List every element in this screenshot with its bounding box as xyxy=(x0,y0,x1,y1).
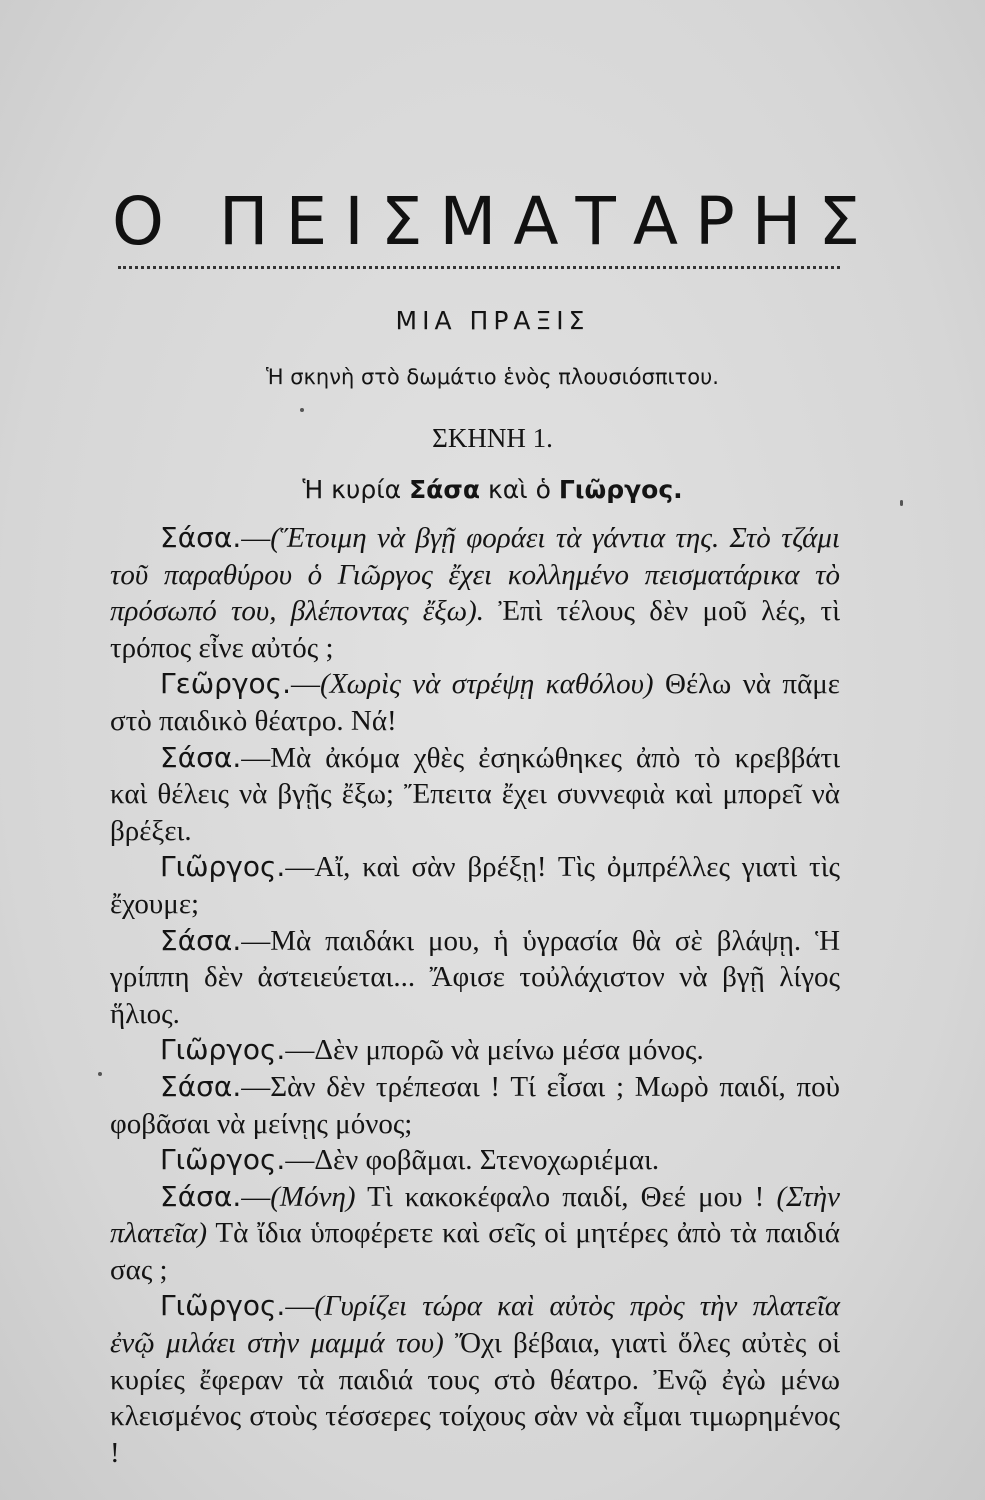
spoken-text: Ἐπὶ τέλους δὲν μοῦ λές, τὶ τρόπος εἶνε αὐτός ; xyxy=(110,595,840,664)
dialogue-line xyxy=(110,666,840,739)
dialogue-line xyxy=(110,849,840,922)
spoken-text: Δὲν μπορῶ νὰ μείνω μέσα μόνος. xyxy=(314,1034,704,1067)
stage-direction: (Μόνη) xyxy=(270,1180,356,1213)
spoken-text: Αἴ, καὶ σὰν βρέξῃ! Τὶς ὀμπρέλλες γιατὶ τὶς ἔχουμε; xyxy=(110,851,840,920)
dash: — xyxy=(241,741,271,774)
dash: — xyxy=(241,522,271,554)
dialogue-line xyxy=(110,1069,840,1142)
spoken-text: Τὶ κακοκέφαλο παιδί, Θεέ μου ! xyxy=(355,1180,777,1213)
cast-prefix: Ἡ κυρία xyxy=(302,475,402,504)
dialogue-line xyxy=(110,1288,840,1471)
cast-name-giorgos: Γιῶργος. xyxy=(558,475,683,504)
speaker-name: Σάσα. xyxy=(160,521,242,554)
spoken-text: Ὄχι βέβαια, γιατὶ ὅλες αὐτὲς οἱ κυρίες ἔφεραν τὰ παιδιά τους στὸ θέατρο. Ἐνῷ ἐγὼ μένω κλεισμένος στοὺς τέσσερες τοίχους σὰν νὰ εἶμαι τιμωρημένος ! xyxy=(110,1327,841,1469)
dash: — xyxy=(241,1180,271,1213)
dash: — xyxy=(285,1144,315,1177)
spoken-text: Σὰν δὲν τρέπεσαι ! Τί εἶσαι ; Μωρὸ παιδί, ποὺ φοβᾶσαι νὰ μείνῃς μόνος; xyxy=(110,1070,840,1140)
speaker-name: Γιῶργος. xyxy=(160,1033,286,1067)
dash: — xyxy=(285,1290,315,1323)
speaker-name: Γιῶργος. xyxy=(160,850,286,884)
title-dotted-rule xyxy=(118,266,840,269)
paper-speck xyxy=(300,408,304,412)
dialogue-line xyxy=(110,923,840,1033)
dash: — xyxy=(291,668,320,701)
paper-speck xyxy=(98,1072,102,1076)
stage-direction-2: (Στὴν πλατεῖα) xyxy=(110,1180,840,1250)
spoken-text: Θέλω νὰ πᾶμε στὸ παιδικὸ θέατρο. Νά! xyxy=(110,668,840,737)
speaker-name: Γιῶργος. xyxy=(160,1143,286,1177)
scene-heading: ΣΚΗΝΗ 1. xyxy=(432,423,553,453)
cast-middle: καὶ ὁ xyxy=(487,475,551,504)
speaker-name: Σάσα. xyxy=(160,1069,242,1103)
spoken-text: Μὰ παιδάκι μου, ἡ ὑγρασία θὰ σὲ βλάψῃ. Ἡ γρίππη δὲν ἀστειεύεται... Ἄφισε τοὐλάχιστον νὰ βγῇ λίγος ἥλιος. xyxy=(110,924,840,1030)
cast-line xyxy=(0,475,985,504)
speaker-name: Σάσα. xyxy=(160,740,242,774)
dialogue-line xyxy=(110,520,840,666)
dialogue-line xyxy=(110,1142,840,1179)
stage-direction: (Γυρίζει τώρα καὶ αὐτὸς πρὸς τὴν πλατεῖα ἐνῷ μιλάει στὴν μαμμά του) xyxy=(110,1290,840,1360)
dash: — xyxy=(285,851,315,884)
spoken-text: Δὲν φοβᾶμαι. Στενοχωριέμαι. xyxy=(314,1144,660,1177)
dialogue-block xyxy=(110,520,840,1471)
cast-name-sasa: Σάσα xyxy=(409,475,481,504)
act-heading: ΜΙΑ ΠΡΑΞΙΣ xyxy=(395,306,590,335)
speaker-name: Γεῶργος. xyxy=(160,667,291,701)
stage-direction: (Χωρὶς νὰ στρέψῃ καθόλου) xyxy=(320,668,654,701)
dialogue-line xyxy=(110,1032,840,1069)
speaker-name: Γιῶργος. xyxy=(160,1289,286,1323)
stage-setting: Ἡ σκηνὴ στὸ δωμάτιο ἑνὸς πλουσιόσπιτου. xyxy=(266,365,719,389)
spoken-text: Μὰ ἀκόμα χθὲς ἐσηκώθηκες ἀπὸ τὸ κρεββάτι καὶ θέλεις νὰ βγῇς ἔξω; Ἔπειτα ἔχει συννεφιὰ καὶ μπορεῖ νὰ βρέξει. xyxy=(110,741,840,847)
speaker-name: Σάσα. xyxy=(160,1179,242,1213)
spoken-text-2: Τὰ ἴδια ὑποφέρετε καὶ σεῖς οἱ μητέρες ἀπὸ τὰ παιδιά σας ; xyxy=(110,1217,840,1286)
stage-direction: (Ἕτοιμη νὰ βγῇ φοράει τὰ γάντια της. Στὸ τζάμι τοῦ παραθύρου ὁ Γιῶργος ἔχει κολλημένο πεισματάρικα τὸ πρόσωπό του, βλέποντας ἔξω). xyxy=(110,522,840,628)
dash: — xyxy=(285,1034,315,1067)
play-title: Ο ΠΕΙΣΜΑΤΑΡΗΣ xyxy=(112,183,878,260)
paper-speck xyxy=(900,500,903,506)
dash: — xyxy=(241,1070,271,1103)
dialogue-line xyxy=(110,740,840,850)
dialogue-line xyxy=(110,1179,840,1289)
dash: — xyxy=(241,924,271,957)
speaker-name: Σάσα. xyxy=(160,923,242,957)
